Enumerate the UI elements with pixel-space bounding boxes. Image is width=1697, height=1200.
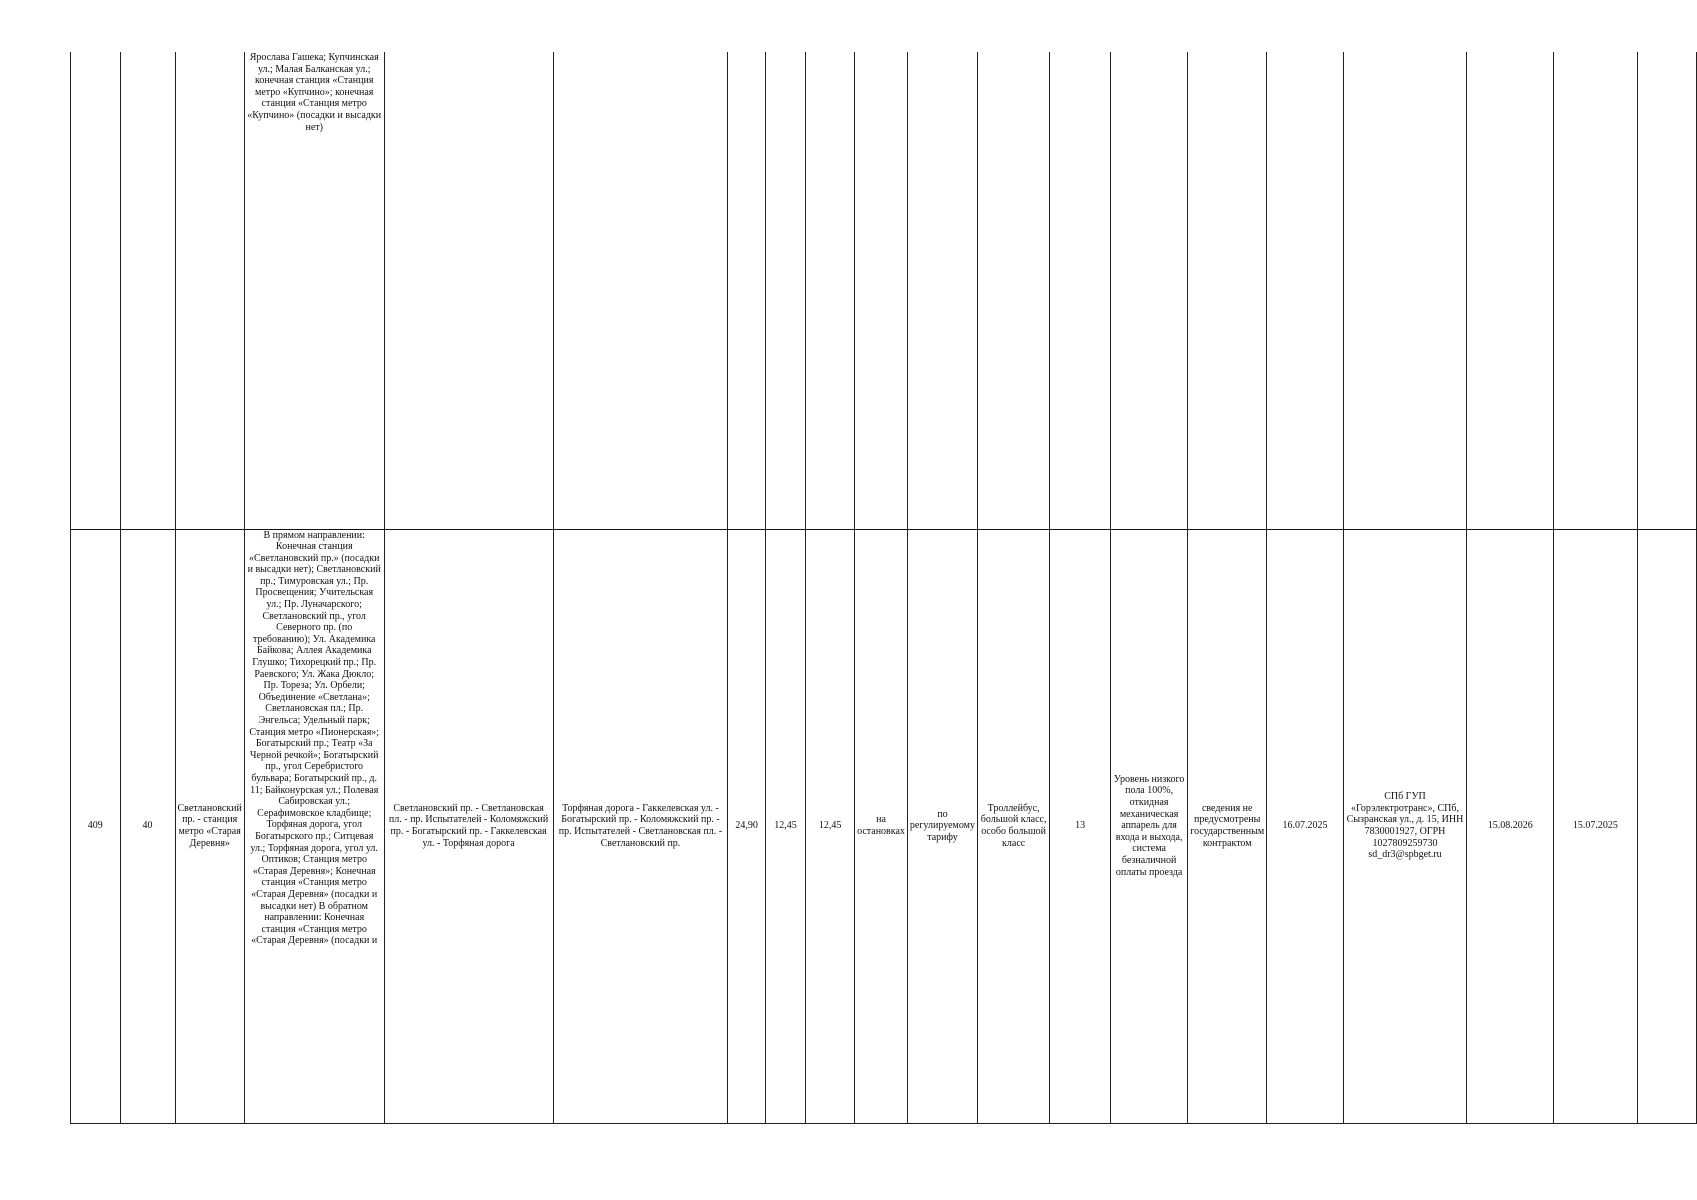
cell-streets-backward: Торфяная дорога - Гаккелевская ул. - Богатырский пр. - Коломяжский пр. - пр. Испытателей - Светлановская пл. - Светлановский пр. xyxy=(553,529,728,1123)
cell-fare-type: по регулируемому тарифу xyxy=(907,529,977,1123)
cell-length-forward: 12,45 xyxy=(765,529,805,1123)
cell-start-date: 16.07.2025 xyxy=(1267,529,1344,1123)
table-row-previous-continuation xyxy=(71,52,1697,529)
cell-stop-order: на остановках xyxy=(855,529,908,1123)
cell-route-no: 40 xyxy=(120,529,175,1123)
cell-length-backward: 12,45 xyxy=(806,529,855,1123)
cell-reg-no: 409 xyxy=(71,529,121,1123)
cell-empty xyxy=(765,52,805,529)
route-registry-table xyxy=(70,52,1697,1124)
cell-empty xyxy=(175,52,244,529)
cell-characteristics: Уровень низкого пола 100%, откидная механическая аппарель для входа и выхода, система безналичной оплаты проезда xyxy=(1110,529,1187,1123)
cell-contract-info: сведения не предусмотрены государственным контрактом xyxy=(1188,529,1267,1123)
cell-route-name: Светлановский пр. - станция метро «Старая Деревня» xyxy=(175,529,244,1123)
cell-empty xyxy=(907,52,977,529)
cell-stops xyxy=(244,529,384,1123)
cell-streets-forward: Светлановский пр. - Светлановская пл. - пр. Испытателей - Коломяжский пр. - Богатырский пр. - Гаккелевская ул. - Торфяная дорога xyxy=(384,529,553,1123)
cell-empty xyxy=(728,52,766,529)
cell-empty xyxy=(553,52,728,529)
cell-empty xyxy=(1110,52,1187,529)
cell-contract-start-date: 15.07.2025 xyxy=(1554,529,1637,1123)
cell-empty xyxy=(120,52,175,529)
cell-empty xyxy=(1637,52,1696,529)
cell-notes xyxy=(1637,529,1696,1123)
table-row-route-40 xyxy=(71,529,1697,1123)
cell-contract-end-date: 15.08.2026 xyxy=(1467,529,1554,1123)
cell-empty xyxy=(1267,52,1344,529)
cell-empty xyxy=(806,52,855,529)
cell-empty xyxy=(1554,52,1637,529)
cell-empty xyxy=(978,52,1050,529)
cell-empty xyxy=(71,52,121,529)
cell-length-total: 24,90 xyxy=(728,529,766,1123)
stops-text: В прямом направлении: Конечная станция «Светлановский пр.» (посадки и высадки нет); Светлановский пр.; Тимуровская ул.; Пр. Просвещения; Учительская ул.; Пр. Луначарского; Светлановский пр., угол Северного пр. (по требованию); Ул. Академика Байкова; Аллея Академика Глушко; Тихорецкий пр.; Пр. Раевского; Ул. Жака Дюкло; Пр. Тореза; Ул. Орбели; Объединение «Светлана»; Светлановская пл.; Пр. Энгельса; Удельный парк; Станция метро «Пионерская»; Богатырский пр.; Театр «За Черной речкой»; Богатырский пр., угол Серебристого бульвара; Богатырский пр., д. 11; Байконурская ул.; Полевая Сабировская ул.; Серафимовское кладбище; Торфяная дорога, угол Богатырского пр.; Ситцевая ул.; Торфяная дорога, угол ул. Оптиков; Станция метро «Старая Деревня»; Конечная станция «Станция метро «Старая Деревня» (посадки и высадки нет) В обратном направлении: Конечная станция «Станция метро «Старая Деревня» (посадки и xyxy=(247,529,381,947)
cell-empty xyxy=(855,52,908,529)
cell-vehicle-count: 13 xyxy=(1050,529,1111,1123)
cell-empty xyxy=(384,52,553,529)
cell-empty xyxy=(1188,52,1267,529)
cell-empty xyxy=(1050,52,1111,529)
stops-continued-text: Ярослава Гашека; Купчинская ул.; Малая Балканская ул.; конечная станция «Станция метро «Купчино»; конечная станция «Станция метро «Купчино» (посадки и высадки нет) xyxy=(247,52,382,133)
cell-empty xyxy=(1467,52,1554,529)
cell-carrier: СПб ГУП «Горэлектротранс», СПб, Сызранская ул., д. 15, ИНН 7830001927, ОГРН 1027809259730 sd_dr3@spbget.ru xyxy=(1343,529,1466,1123)
cell-empty xyxy=(1343,52,1466,529)
cell-stops-continued xyxy=(244,52,384,529)
cell-vehicle-class: Троллейбус, большой класс, особо большой класс xyxy=(978,529,1050,1123)
